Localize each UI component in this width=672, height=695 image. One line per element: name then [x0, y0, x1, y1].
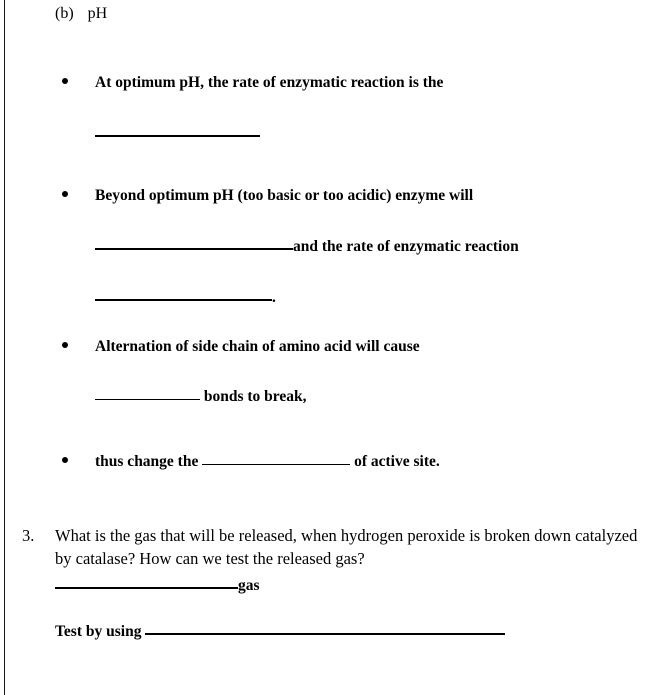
list-item [62, 336, 662, 407]
fill-in-blank[interactable] [202, 451, 350, 465]
list-item-period: . [272, 289, 276, 306]
list-item [62, 451, 662, 472]
list-item-line-trailing-text: bonds to break, [200, 388, 307, 405]
fill-in-blank[interactable] [95, 235, 293, 250]
bullet-dot-icon [62, 191, 68, 197]
list-item-leading-text: thus change the [95, 453, 203, 470]
list-item-body [95, 72, 662, 144]
list-item-answer-line [95, 235, 662, 257]
bullet-dot-icon [62, 342, 68, 348]
list-item-line: Beyond optimum pH (too basic or too acidic) enzyme will [95, 187, 474, 204]
list-item [62, 185, 662, 308]
fill-in-blank[interactable] [95, 286, 272, 301]
list-item-body [95, 451, 662, 472]
fill-in-blank[interactable] [95, 122, 260, 137]
list-item-answer-line [95, 286, 662, 308]
part-b-heading [55, 4, 107, 24]
part-b-title: pH [87, 5, 108, 22]
question-text: What is the gas that will be released, when hydrogen peroxide is broken down catalyzed by catalase? How can we test the released gas? [55, 526, 638, 568]
list-item-body [95, 185, 662, 308]
question-body [55, 524, 655, 643]
list-item-line-trailing-text: and the rate of enzymatic reaction [293, 238, 519, 255]
question-test-line [55, 619, 655, 643]
part-b-label: (b) [55, 5, 74, 22]
fill-in-blank[interactable] [55, 573, 238, 589]
bullet-dot-icon [62, 457, 68, 463]
question-answer-line [55, 573, 655, 597]
list-item-line: Alternation of side chain of amino acid will cause [95, 338, 420, 355]
test-by-using-label: Test by using [55, 623, 142, 640]
list-item-answer-line [95, 386, 662, 407]
list-item-body [95, 336, 662, 407]
fill-in-blank[interactable] [145, 619, 505, 635]
list-item [62, 72, 662, 144]
list-item-line: At optimum pH, the rate of enzymatic reaction is the [95, 74, 444, 91]
list-item-trailing-text: of active site. [350, 453, 440, 470]
list-item-answer-line [95, 122, 662, 144]
question-3 [22, 524, 662, 643]
answer-unit-label: gas [238, 577, 260, 594]
question-number: 3. [22, 526, 35, 545]
bullet-dot-icon [62, 78, 68, 84]
list-item-line [95, 451, 662, 472]
fill-in-blank[interactable] [95, 386, 200, 400]
